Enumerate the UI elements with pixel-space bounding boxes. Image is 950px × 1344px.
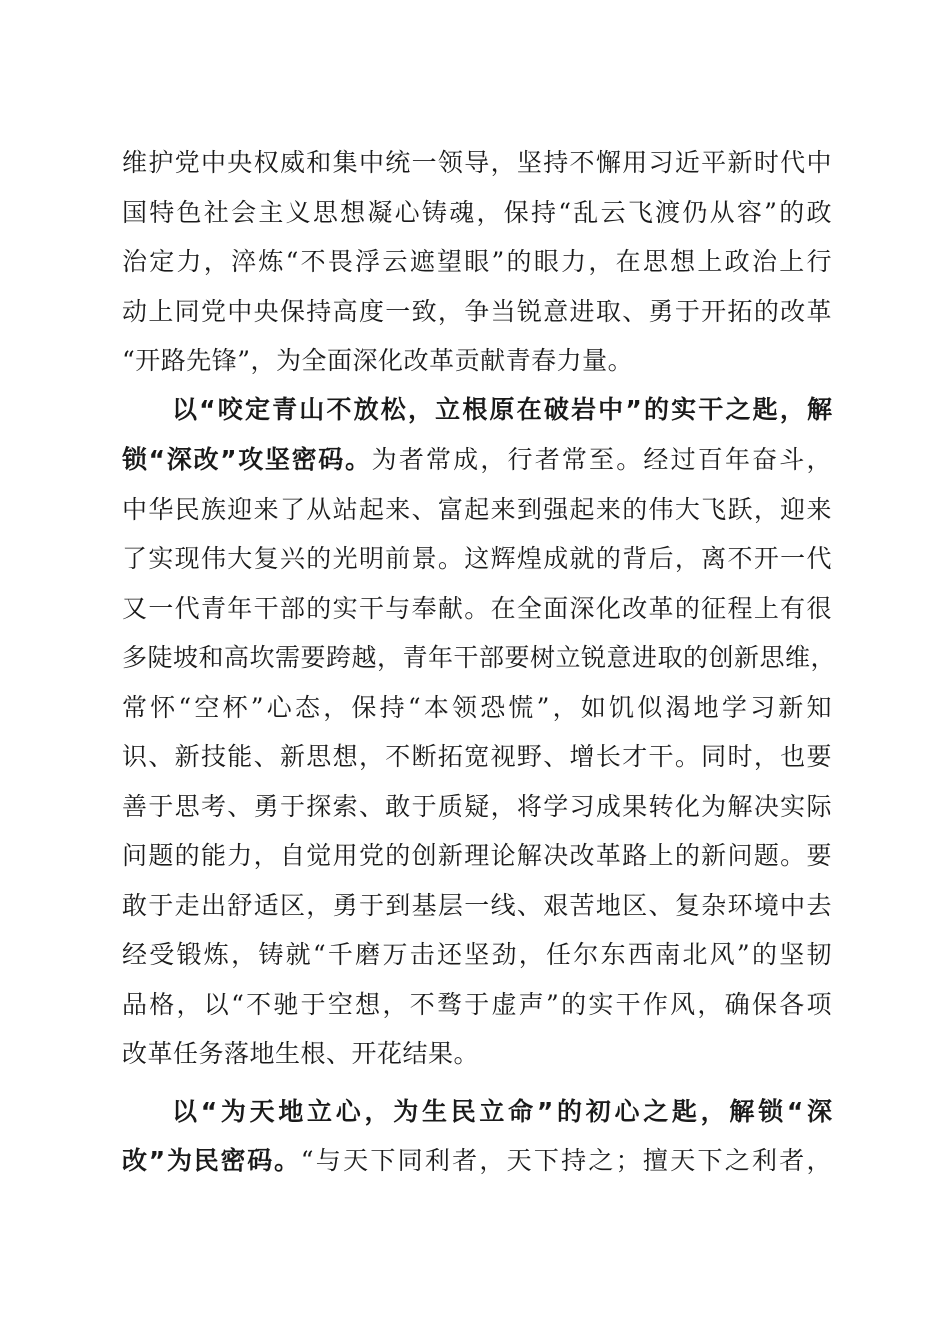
para2-heading-line-2: 锁“深改”攻坚密码。	[122, 445, 372, 474]
para1-line-5: “开路先锋”，为全面深化改革贡献青春力量。	[122, 346, 634, 375]
para2-heading-line-1: 以“咬定青山不放松，立根原在破岩中”的实干之匙，解	[172, 395, 832, 424]
para2-body-line-11: 品格，以“不驰于空想，不骛于虚声”的实干作风，确保各项	[122, 990, 832, 1019]
para2-body-line-12: 改革任务落地生根、开花结果。	[122, 1039, 480, 1068]
para1-line-3: 治定力，淬炼“不畏浮云遮望眼”的眼力，在思想上政治上行	[122, 247, 832, 276]
para2-line-2	[122, 434, 832, 486]
para1-line-1: 维护党中央权威和集中统一领导，坚持不懈用习近平新时代中	[122, 148, 832, 177]
para2-body-line-2: 了实现伟大复兴的光明前景。这辉煌成就的背后，离不开一代	[122, 544, 832, 573]
para2-body-line-5: 常怀“空杯”心态，保持“本领恐慌”，如饥似渴地学习新知	[122, 693, 832, 722]
para3-heading-line-2: 改”为民密码。	[122, 1146, 301, 1175]
para1-line-4: 动上同党中央保持高度一致，争当锐意进取、勇于开拓的改革	[122, 297, 832, 326]
para2-body-line-7: 善于思考、勇于探索、敢于质疑，将学习成果转化为解决实际	[122, 792, 832, 821]
para2-body-line-1: 中华民族迎来了从站起来、富起来到强起来的伟大飞跃，迎来	[122, 495, 832, 524]
para3-line-2-text: “与天下同利者，天下持之；擅天下之利者，	[300, 1146, 832, 1175]
para2-body-line-3: 又一代青年干部的实干与奉献。在全面深化改革的征程上有很	[122, 594, 832, 623]
para2-body-line-6: 识、新技能、新思想，不断拓宽视野、增长才干。同时，也要	[122, 742, 832, 771]
para2-body-line-4: 多陡坡和高坎需要跨越，青年干部要树立锐意进取的创新思维，	[122, 643, 837, 672]
para2-body-line-10: 经受锻炼，铸就“千磨万击还坚劲，任尔东西南北风”的坚韧	[122, 940, 832, 969]
para2-body-line-9: 敢于走出舒适区，勇于到基层一线、艰苦地区、复杂环境中去	[122, 891, 832, 920]
para2-line-2-text: 为者常成，行者常至。经过百年奋斗，	[371, 445, 832, 474]
para1-line-2: 国特色社会主义思想凝心铸魂，保持“乱云飞渡仍从容”的政	[122, 198, 832, 227]
para2-body-line-8: 问题的能力，自觉用党的创新理论解决改革路上的新问题。要	[122, 841, 832, 870]
para3-line-2	[122, 1135, 832, 1187]
para3-heading-line-1: 以“为天地立心，为生民立命”的初心之匙，解锁“深	[172, 1097, 832, 1126]
